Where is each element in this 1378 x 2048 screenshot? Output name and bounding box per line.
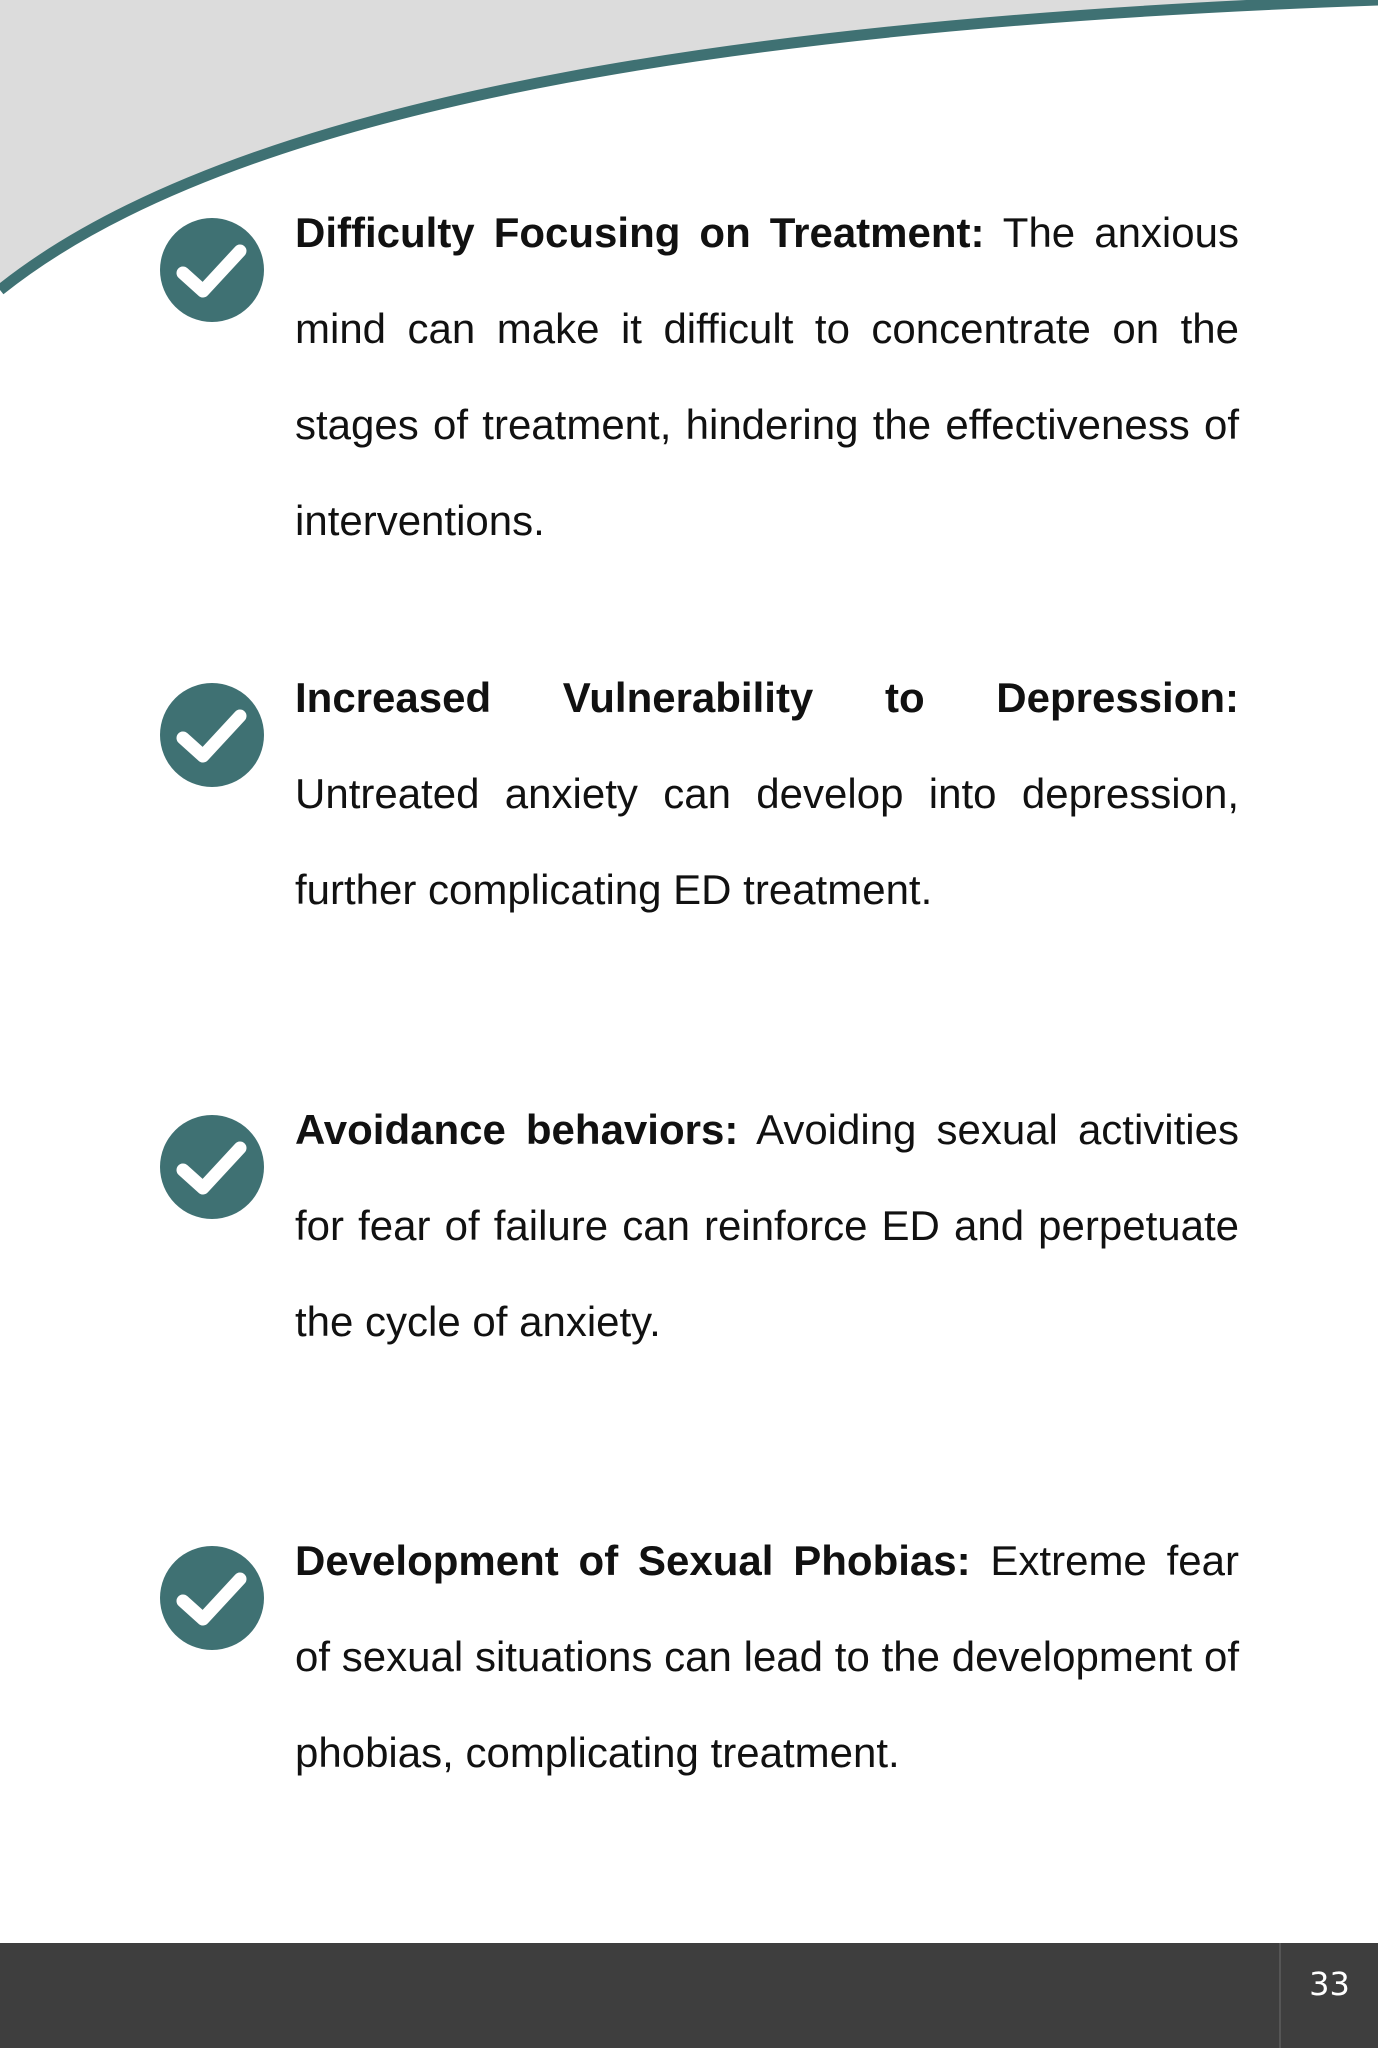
footer-bar <box>0 1943 1378 2048</box>
check-circle-icon <box>160 1546 264 1650</box>
list-item-title: Increased Vulnerability to Depression: <box>295 674 1239 721</box>
list-item-body: Untreated anxiety can develop into depression, further complicating ED treatment. <box>295 770 1239 913</box>
list-item-title: Avoidance behaviors: <box>295 1106 739 1153</box>
list-item-body: Avoiding sexual activities for fear of failure can reinforce ED and perpetuate the cycle of anxiety. <box>295 1106 1239 1345</box>
list-item-text <box>295 185 1239 569</box>
page-number: 33 <box>1309 1965 1350 2003</box>
page-number-box <box>1279 1943 1378 2048</box>
list-item-title: Development of Sexual Phobias: <box>295 1537 971 1584</box>
list-item-text <box>295 650 1239 938</box>
check-circle-icon <box>160 218 264 322</box>
list-item-text <box>295 1513 1239 1801</box>
list-item-title: Difficulty Focusing on Treatment: <box>295 209 985 256</box>
list-item-text <box>295 1082 1239 1370</box>
check-circle-icon <box>160 1115 264 1219</box>
list-item-body: The anxious mind can make it difficult to concentrate on the stages of treatment, hindering the effectiveness of interventions. <box>295 209 1239 544</box>
check-circle-icon <box>160 683 264 787</box>
list-item-body: Extreme fear of sexual situations can lead to the development of phobias, complicating treatment. <box>295 1537 1239 1776</box>
